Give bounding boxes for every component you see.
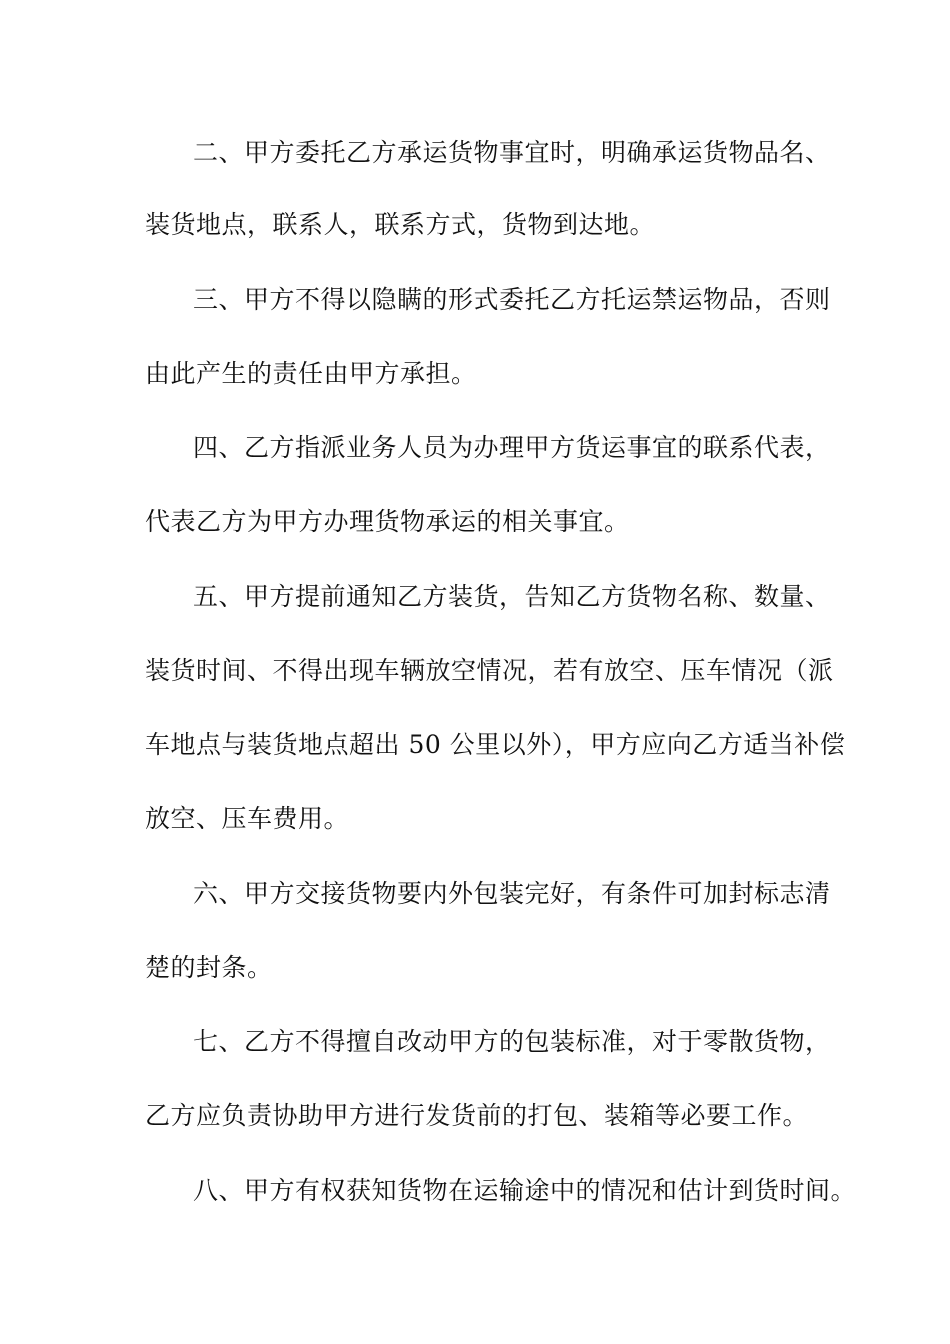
clause-4-line-1: 四、乙方指派业务人员为办理甲方货运事宜的联系代表， <box>193 433 831 462</box>
clause-2-line-1: 二、甲方委托乙方承运货物事宜时，明确承运货物品名、 <box>193 138 831 167</box>
clause-5-line-1: 五、甲方提前通知乙方装货，告知乙方货物名称、数量、 <box>193 582 831 611</box>
clause-5-line-4: 放空、压车费用。 <box>145 804 350 833</box>
clause-3-line-2: 由此产生的责任由甲方承担。 <box>145 359 477 388</box>
clause-7-line-2: 乙方应负责协助甲方进行发货前的打包、装箱等必要工作。 <box>145 1101 809 1130</box>
clause-3-line-1: 三、甲方不得以隐瞒的形式委托乙方托运禁运物品，否则 <box>193 285 831 314</box>
clause-2-line-2: 装货地点，联系人，联系方式，货物到达地。 <box>145 210 656 239</box>
clause-5-line-3: 车地点与装货地点超出 50 公里以外），甲方应向乙方适当补偿 <box>145 730 846 759</box>
clause-8-line-1: 八、甲方有权获知货物在运输途中的情况和估计到货时间。 <box>193 1176 857 1205</box>
clause-6-line-2: 楚的封条。 <box>145 953 273 982</box>
clause-6-line-1: 六、甲方交接货物要内外包装完好，有条件可加封标志清 <box>193 879 831 908</box>
clause-5-line-2: 装货时间、不得出现车辆放空情况，若有放空、压车情况（派 <box>145 656 834 685</box>
clause-4-line-2: 代表乙方为甲方办理货物承运的相关事宜。 <box>145 507 630 536</box>
clause-7-line-1: 七、乙方不得擅自改动甲方的包装标准，对于零散货物， <box>193 1027 831 1056</box>
